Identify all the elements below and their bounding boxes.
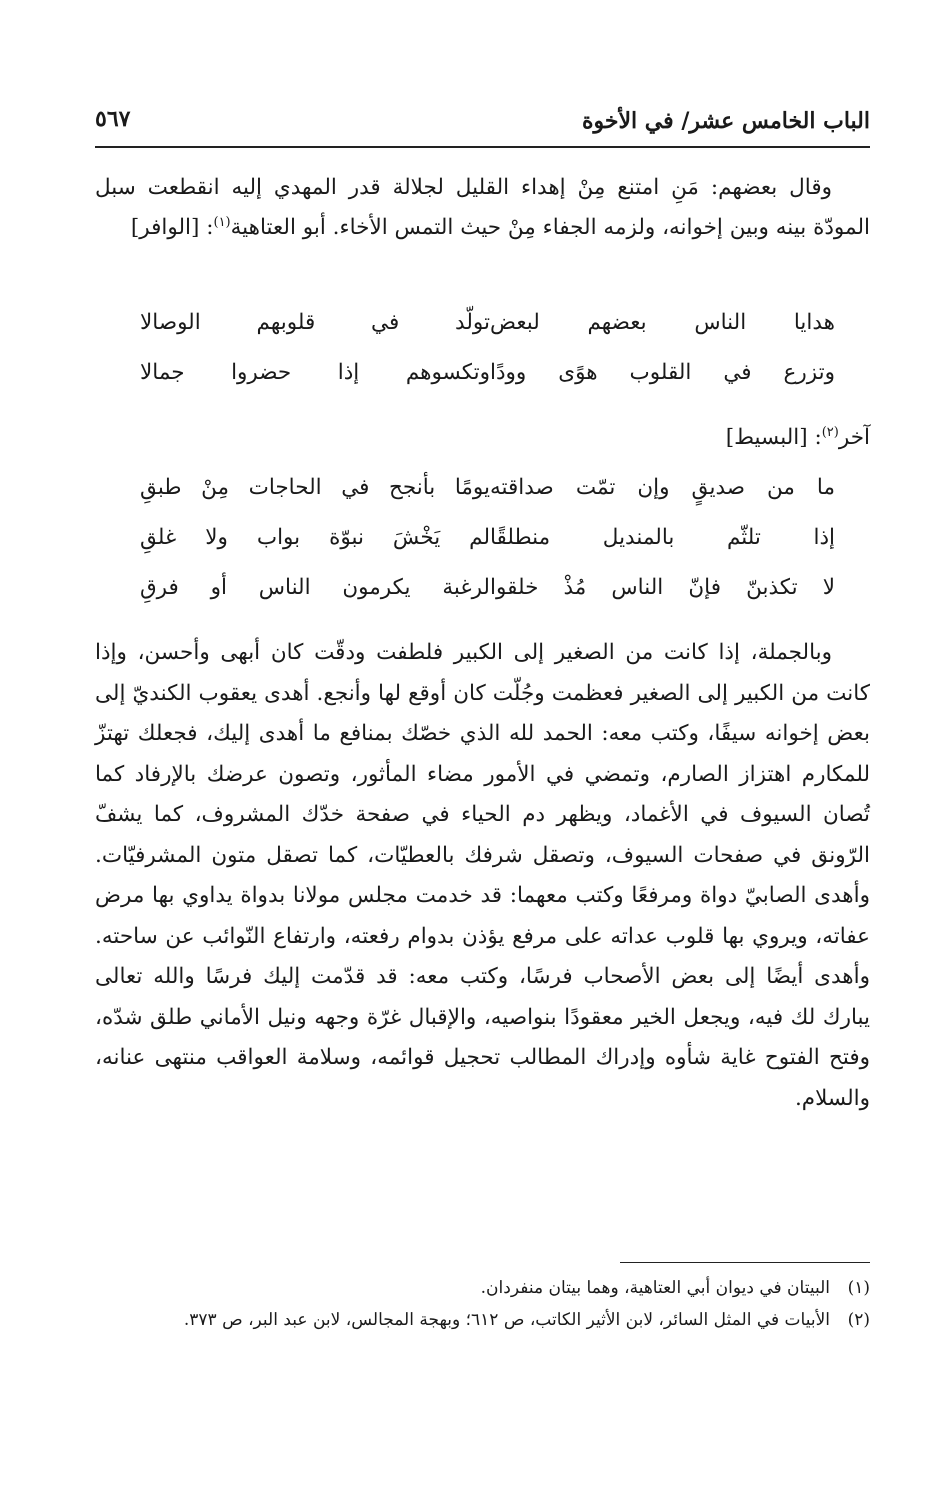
footnote-text: الأبيات في المثل السائر، لابن الأثير الكاتب، ص ٦١٢؛ وبهجة المجالس، لابن عبد البر، ص ٣٧٣.: [183, 1310, 830, 1330]
meter-label-2: : [البسيط]: [725, 425, 822, 450]
second-poet-intro: [726, 425, 870, 450]
running-header: [95, 100, 870, 140]
footnote-number: (٢): [847, 1310, 870, 1330]
verse-line: [95, 575, 870, 625]
intro-paragraph: [95, 168, 870, 248]
intro-line: وقال بعضهم: مَنِ امتنع مِنْ إهداء القليل لجلالة قدر المهدي إليه انقطعت سبل المودّة بينه وبين إخوانه، ولزمه الجفاء مِنْ حيث التمس الأخاء. أبو: [95, 175, 870, 240]
chapter-title: الباب الخامس عشر/ في الأخوة: [582, 108, 870, 134]
verse-hemistich-left: وتكسوهم إذا حضروا جمالا: [140, 360, 490, 385]
verse-hemistich-right: هدايا الناس بعضهم لبعض: [490, 310, 835, 335]
meter-label-1: : [الوافر]: [130, 215, 214, 240]
footnote-ref-2[interactable]: (٢): [821, 424, 839, 440]
verse-hemistich-right: إذا تلثّم بالمنديل منطلقًا: [490, 525, 835, 550]
main-paragraph: [95, 633, 870, 1119]
verse-hemistich-right: ما من صديقٍ وإن تمّت صداقته: [490, 475, 835, 500]
verse-hemistich-left: لرغبة يكرمون الناس أو فرقِ: [140, 575, 490, 600]
poem-1: [95, 310, 870, 410]
verse-line: [95, 475, 870, 525]
verse-hemistich-right: لا تكذبنّ فإنّ الناس مُذْ خلقوا: [490, 575, 835, 600]
poem-2: [95, 475, 870, 625]
paragraph-text: وبالجملة، إذا كانت من الصغير إلى الكبير فلطفت ودقّت كان أبهى وأحسن، وإذا كانت من الكبير إلى الصغير فعظمت وجُلّت كان أوقع لها وأنجع. أهدى يعقوب الكنديّ إلى بعض إخوانه سيفًا، وكتب معه: الحمد لله الذي خصّك بمنافع ما أهدى إليك، فجعلك تهتزّ للمكارم اهتزاز الصارم، وتمضي في الأمور مضاء المأثور، وتصون عرضك بالإرفاد كما تُصان السيوف في الأغماد، ويظهر دم الحياء في صفحة خدّك المشروف، كما يشفّ الرّونق في صفحات السيوف، وتصقل شرفك بالعطيّات، كما تصقل متون المشرفيّات. وأهدى الصابيّ دواة ومرفعًا وكتب معهما: قد خدمت مجلس مولانا بدواة يداوي بها مرض عفاته، ويروي بها قلوب عداته على مرفع يؤذن بدوام رفعته، وارتفاع النّوائب عن ساحته. وأهدى أيضًا إلى بعض الأصحاب فرسًا، وكتب معه: قد قدّمت إليك فرسًا والله تعالى يبارك لك فيه، ويجعل الخير معقودًا بنواصيه، والإقبال غرّة وجهه ونيل الأماني طلق شدّه، وفتح الفتوح غاية شأوه وإدراك المطالب تحجيل قوائمه، وسلامة العواقب منتهى عنانه، والسلام.: [95, 640, 870, 1111]
footnote-ref-1[interactable]: (١): [213, 214, 231, 230]
footnote-text: البيتان في ديوان أبي العتاهية، وهما بيتان منفردان.: [480, 1278, 830, 1298]
verse-line: [95, 360, 870, 410]
verse-hemistich-left: لم يَخْشَ نبوّة بواب ولا غلقِ: [140, 525, 490, 550]
footnotes: [95, 1272, 870, 1336]
verse-line: [95, 310, 870, 360]
verse-hemistich-right: وتزرع في القلوب هوًى وودًا: [490, 360, 835, 385]
verse-hemistich-left: يومًا بأنجح في الحاجات مِنْ طبقِ: [140, 475, 490, 500]
footnote: [95, 1304, 870, 1336]
intro-text: [95, 168, 870, 248]
header-divider: [95, 146, 870, 148]
footnote-number: (١): [847, 1278, 870, 1298]
second-poet-label: آخر: [838, 425, 870, 450]
footnote: [95, 1272, 870, 1304]
page-number: ٥٦٧: [95, 106, 131, 132]
poet-name: العتاهية: [230, 215, 296, 240]
footnote-divider: [620, 1262, 870, 1263]
verse-line: [95, 525, 870, 575]
verse-hemistich-left: تولّد في قلوبهم الوصالا: [140, 310, 490, 335]
